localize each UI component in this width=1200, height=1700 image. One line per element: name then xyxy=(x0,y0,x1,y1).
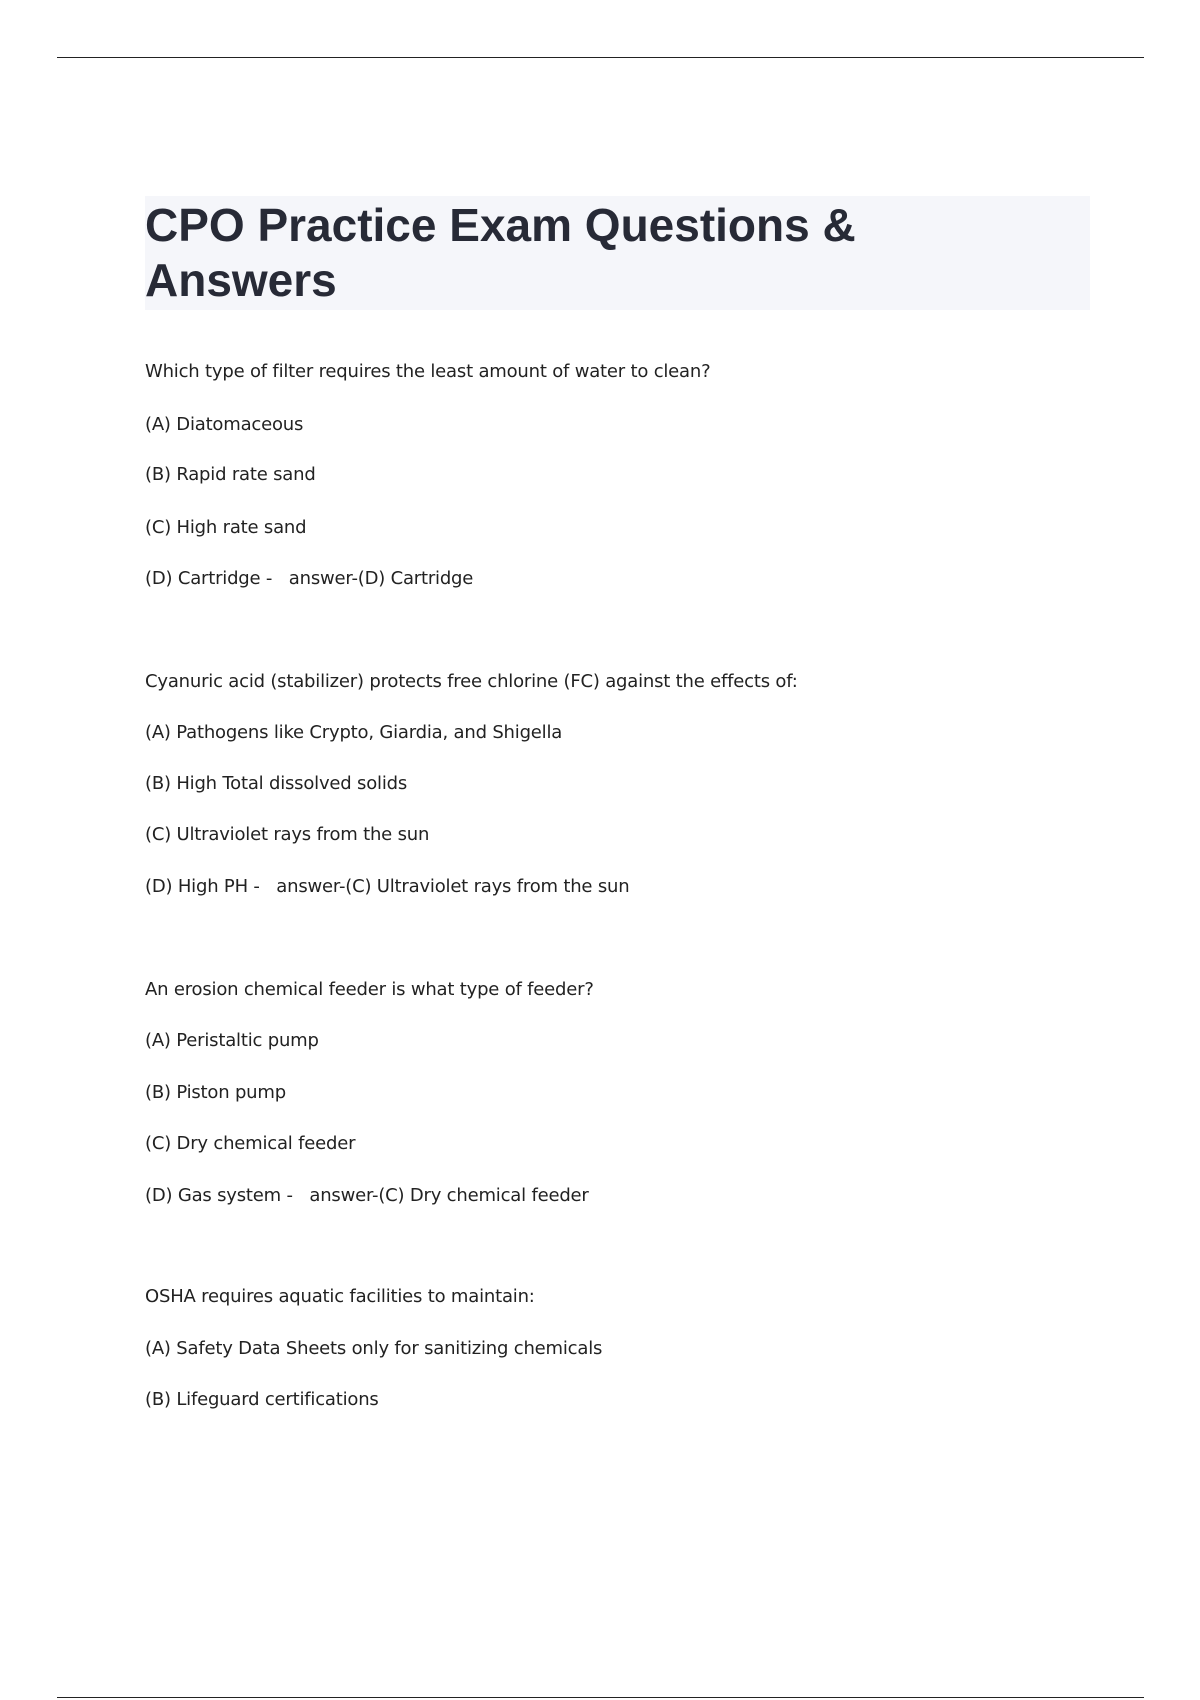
question-2-prompt: Cyanuric acid (stabilizer) protects free chlorine (FC) against the effects of: xyxy=(145,671,798,692)
question-2-option-a: (A) Pathogens like Crypto, Giardia, and Shigella xyxy=(145,722,563,743)
question-2-option-c: (C) Ultraviolet rays from the sun xyxy=(145,824,430,845)
bottom-rule xyxy=(57,1697,1144,1698)
question-3-option-d-answer: (D) Gas system - answer-(C) Dry chemical feeder xyxy=(145,1185,589,1206)
question-2-option-b: (B) High Total dissolved solids xyxy=(145,773,408,794)
question-4-prompt: OSHA requires aquatic facilities to maintain: xyxy=(145,1286,535,1307)
top-rule xyxy=(57,57,1144,58)
document-title: CPO Practice Exam Questions & Answers xyxy=(145,199,856,306)
question-1-option-a: (A) Diatomaceous xyxy=(145,414,304,435)
question-4-option-b: (B) Lifeguard certifications xyxy=(145,1389,379,1410)
question-1-prompt: Which type of filter requires the least amount of water to clean? xyxy=(145,361,711,382)
question-4-option-a: (A) Safety Data Sheets only for sanitizing chemicals xyxy=(145,1338,603,1359)
question-2-option-d-answer: (D) High PH - answer-(C) Ultraviolet rays from the sun xyxy=(145,876,630,897)
question-1-option-c: (C) High rate sand xyxy=(145,517,307,538)
question-3-option-b: (B) Piston pump xyxy=(145,1082,286,1103)
question-3-option-a: (A) Peristaltic pump xyxy=(145,1030,319,1051)
question-1-option-d-answer: (D) Cartridge - answer-(D) Cartridge xyxy=(145,568,474,589)
question-3-prompt: An erosion chemical feeder is what type of feeder? xyxy=(145,979,594,1000)
question-1-option-b: (B) Rapid rate sand xyxy=(145,464,316,485)
question-3-option-c: (C) Dry chemical feeder xyxy=(145,1133,356,1154)
